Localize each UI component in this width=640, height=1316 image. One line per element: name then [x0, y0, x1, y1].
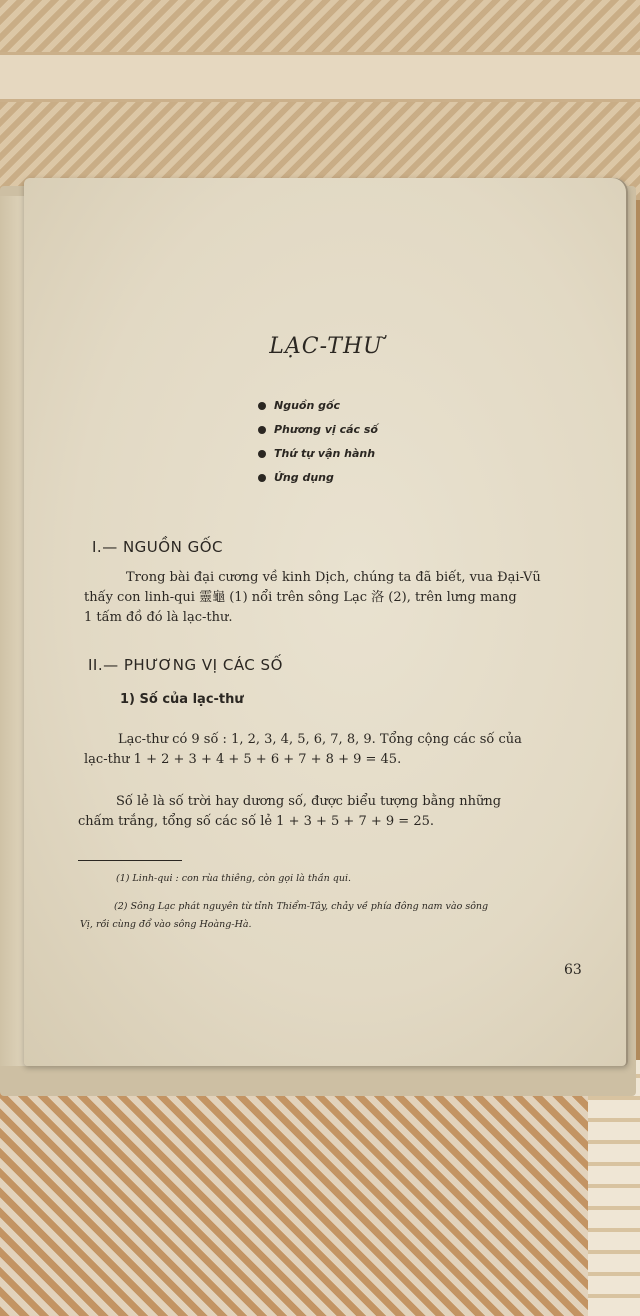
- bullet-icon: [258, 450, 266, 458]
- footnote-rule: [78, 860, 182, 861]
- topic-item: Nguồn gốc: [258, 394, 378, 418]
- numbers-paragraph: Lạc-thư có 9 số : 1, 2, 3, 4, 5, 6, 7, 8, 9. Tổng cộng các số của lạc-thư 1 + 2 + 3 + 4 + 5 + 6 + 7 + 8 + 9 = 45.: [84, 732, 522, 767]
- section-heading-origin: I.— NGUỒN GỐC: [92, 538, 223, 556]
- bullet-icon: [258, 426, 266, 434]
- tablecloth-right-band: [588, 1060, 640, 1316]
- subsection-heading: 1) Số của lạc-thư: [120, 692, 244, 707]
- tablecloth-bottom: [0, 1090, 640, 1316]
- section-heading-positions: II.— PHƯƠNG VỊ CÁC SỐ: [88, 656, 283, 674]
- page-title: LẠC-THƯ: [269, 334, 383, 359]
- topic-item: Thứ tự vận hành: [258, 442, 378, 466]
- book-page: [24, 178, 628, 1066]
- topic-list: [258, 394, 378, 490]
- bullet-icon: [258, 402, 266, 410]
- topic-item: Phương vị các số: [258, 418, 378, 442]
- bullet-icon: [258, 474, 266, 482]
- odd-numbers-paragraph: Số lẻ là số trời hay dương số, được biểu tượng bằng những chấm trắng, tổng số các số lẻ 1 + 3 + 5 + 7 + 9 = 25.: [78, 794, 502, 829]
- page-number: 63: [564, 962, 582, 978]
- section-origin-paragraph: Trong bài đại cương về kinh Dịch, chúng ta đã biết, vua Đại-Vũ thấy con linh-qui 靈龜 (1) nổi trên sông Lạc 洛 (2), trên lưng mang 1 tấm đồ đó là lạc-thư.: [84, 570, 541, 625]
- footnote-1: (1) Linh-qui : con rùa thiêng, còn gọi là thần qui.: [116, 873, 352, 884]
- footnote-2: (2) Sông Lạc phát nguyên từ tỉnh Thiểm-Tây, chảy về phía đông nam vào sông Vị, rồi cùng đổ vào sông Hoàng-Hà.: [80, 901, 489, 930]
- tablecloth-pattern-band: [0, 52, 640, 102]
- topic-item: Ứng dụng: [258, 466, 378, 490]
